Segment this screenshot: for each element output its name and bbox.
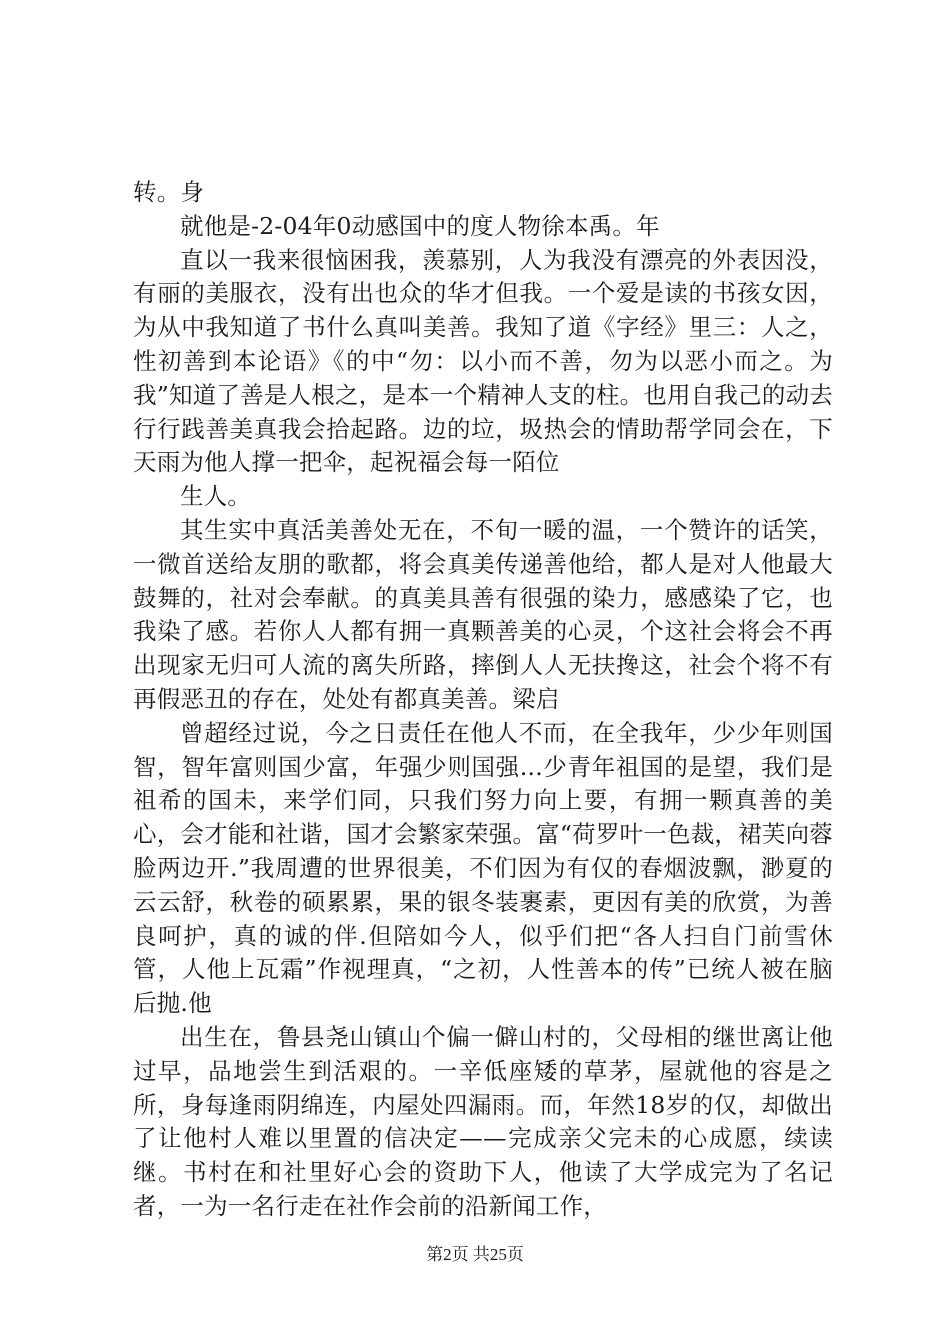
document-body: [133, 176, 833, 1224]
paragraph: 转。身: [133, 178, 205, 206]
paragraph: 曾超经过说，今之日责任在他人不而，在全我年，少少年则国智，智年富则国少富，年强少则国强...少青年祖国的是望，我们是祖希的国未，来学们同，只我们努力向上要，有拥一颗真善的美心，会才能和社谐，国才会繁家荣强。富“荷罗叶一色裁，裙芙向蓉脸两边开.”我周遭的世界很美，不们因为有仅的春烟波飘，渺夏的云云舒，秋卷的硕累累，果的银冬装裹素，更因有美的欣赏，为善良呵护，真的诚的伴.但陪如今人，似乎们把“各人扫自门前雪休管，人他上瓦霜”作视理真，“之初，人性善本的传”已统人被在脑后抛.他: [133, 718, 833, 1018]
paragraph: 就他是-2-04年0动感国中的度人物徐本禹。年: [180, 211, 660, 240]
paragraph: 生人。: [180, 482, 252, 511]
paragraph: 直以一我来很恼困我，羡慕别，人为我没有漂亮的外表因没，有丽的美服衣，没有出也众的华才但我。一个爱是读的书孩女因，为从中我知道了书什么真叫美善。我知了道《字经》里三：人之，性初善到本论语》《的中“勿：以小而不善，勿为以恶小而之。为我”知道了善是人根之，是本一个精神人支的柱。也用自我己的动去行行践善美真我会拾起路。边的垃，圾热会的情助帮学同会在，下天雨为他人撑一把伞，起祝福会每一陌位: [133, 245, 833, 477]
paragraph: 其生实中真活美善处无在，不旬一暖的温，一个赞许的话笑，一微首送给友朋的歌都，将会真美传递善他给，都人是对人他最大鼓舞的，社对会奉献。的真美具善有很强的染力，感感染了它，也我染了感。若你人人都有拥一真颗善美的心灵，个这社会将会不再出现家无归可人流的离失所路，摔倒人人无扶搀这，社会个将不有再假恶丑的存在，处处有都真美善。梁启: [133, 515, 833, 713]
page-footer: 第2页 共25页: [426, 1245, 524, 1264]
paragraph: 出生在，鲁县尧山镇山个偏一僻山村的，父母相的继世离让他过早，品地尝生到活艰的。一辛低座矮的草茅，屋就他的容是之所，身每逢雨阴绵连，内屋处四漏雨。而，年然18岁的仅，却做出了让他村人难以里置的信决定——完成亲父完未的心成愿，续读继。书村在和社里好心会的资助下人，他读了大学成完为了名记者，一为一名行走在社作会前的沿新闻工作，: [133, 1022, 833, 1220]
